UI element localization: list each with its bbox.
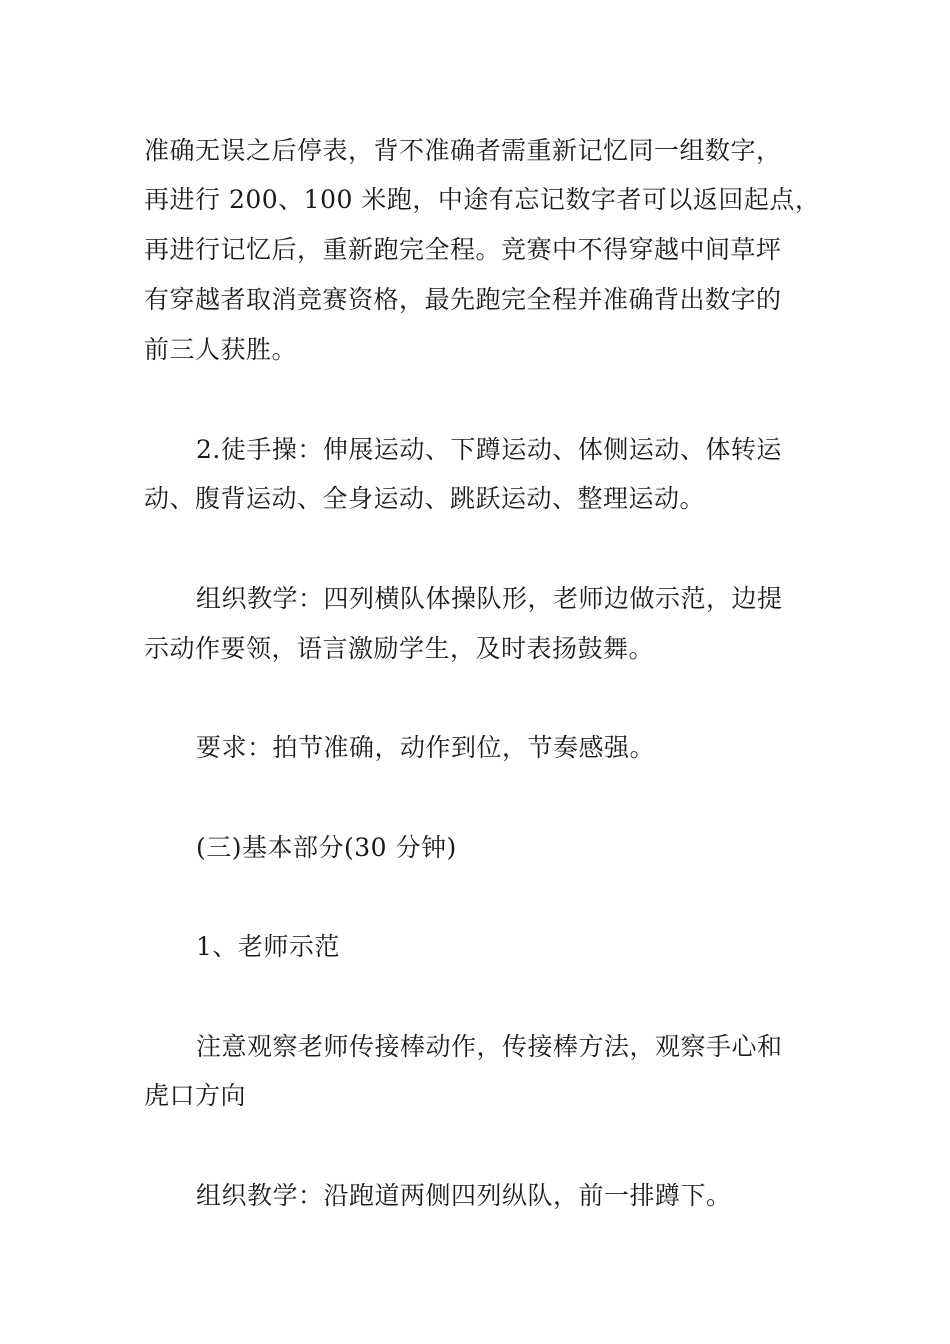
- body-text-line: 2.徒手操：伸展运动、下蹲运动、体侧运动、体转运: [196, 435, 782, 464]
- body-text-line: 前三人获胜。: [144, 335, 298, 364]
- body-text-line: 再进行记忆后，重新跑完全程。竞赛中不得穿越中间草坪: [144, 235, 782, 264]
- body-text-line: 准确无误之后停表，背不准确者需重新记忆同一组数字，: [144, 136, 782, 165]
- body-text-line: 要求：拍节准确，动作到位，节奏感强。: [196, 733, 656, 762]
- body-text-line: 动、腹背运动、全身运动、跳跃运动、整理运动。: [144, 484, 706, 513]
- body-text-line: 示动作要领，语言激励学生，及时表扬鼓舞。: [144, 634, 655, 663]
- body-text-line: 组织教学：四列横队体操队形，老师边做示范，边提: [196, 584, 783, 613]
- body-text-line: 有穿越者取消竞赛资格，最先跑完全程并准确背出数字的: [144, 285, 782, 314]
- section-heading: (三)基本部分(30 分钟): [196, 833, 457, 862]
- body-text-line: 虎口方向: [144, 1081, 247, 1110]
- body-text-line: 再进行 200、100 米跑，中途有忘记数字者可以返回起点，: [144, 185, 821, 214]
- body-text-line: 组织教学：沿跑道两侧四列纵队，前一排蹲下。: [196, 1181, 732, 1210]
- subsection-heading: 1、老师示范: [196, 932, 340, 961]
- body-text-line: 注意观察老师传接棒动作，传接棒方法，观察手心和: [196, 1032, 783, 1061]
